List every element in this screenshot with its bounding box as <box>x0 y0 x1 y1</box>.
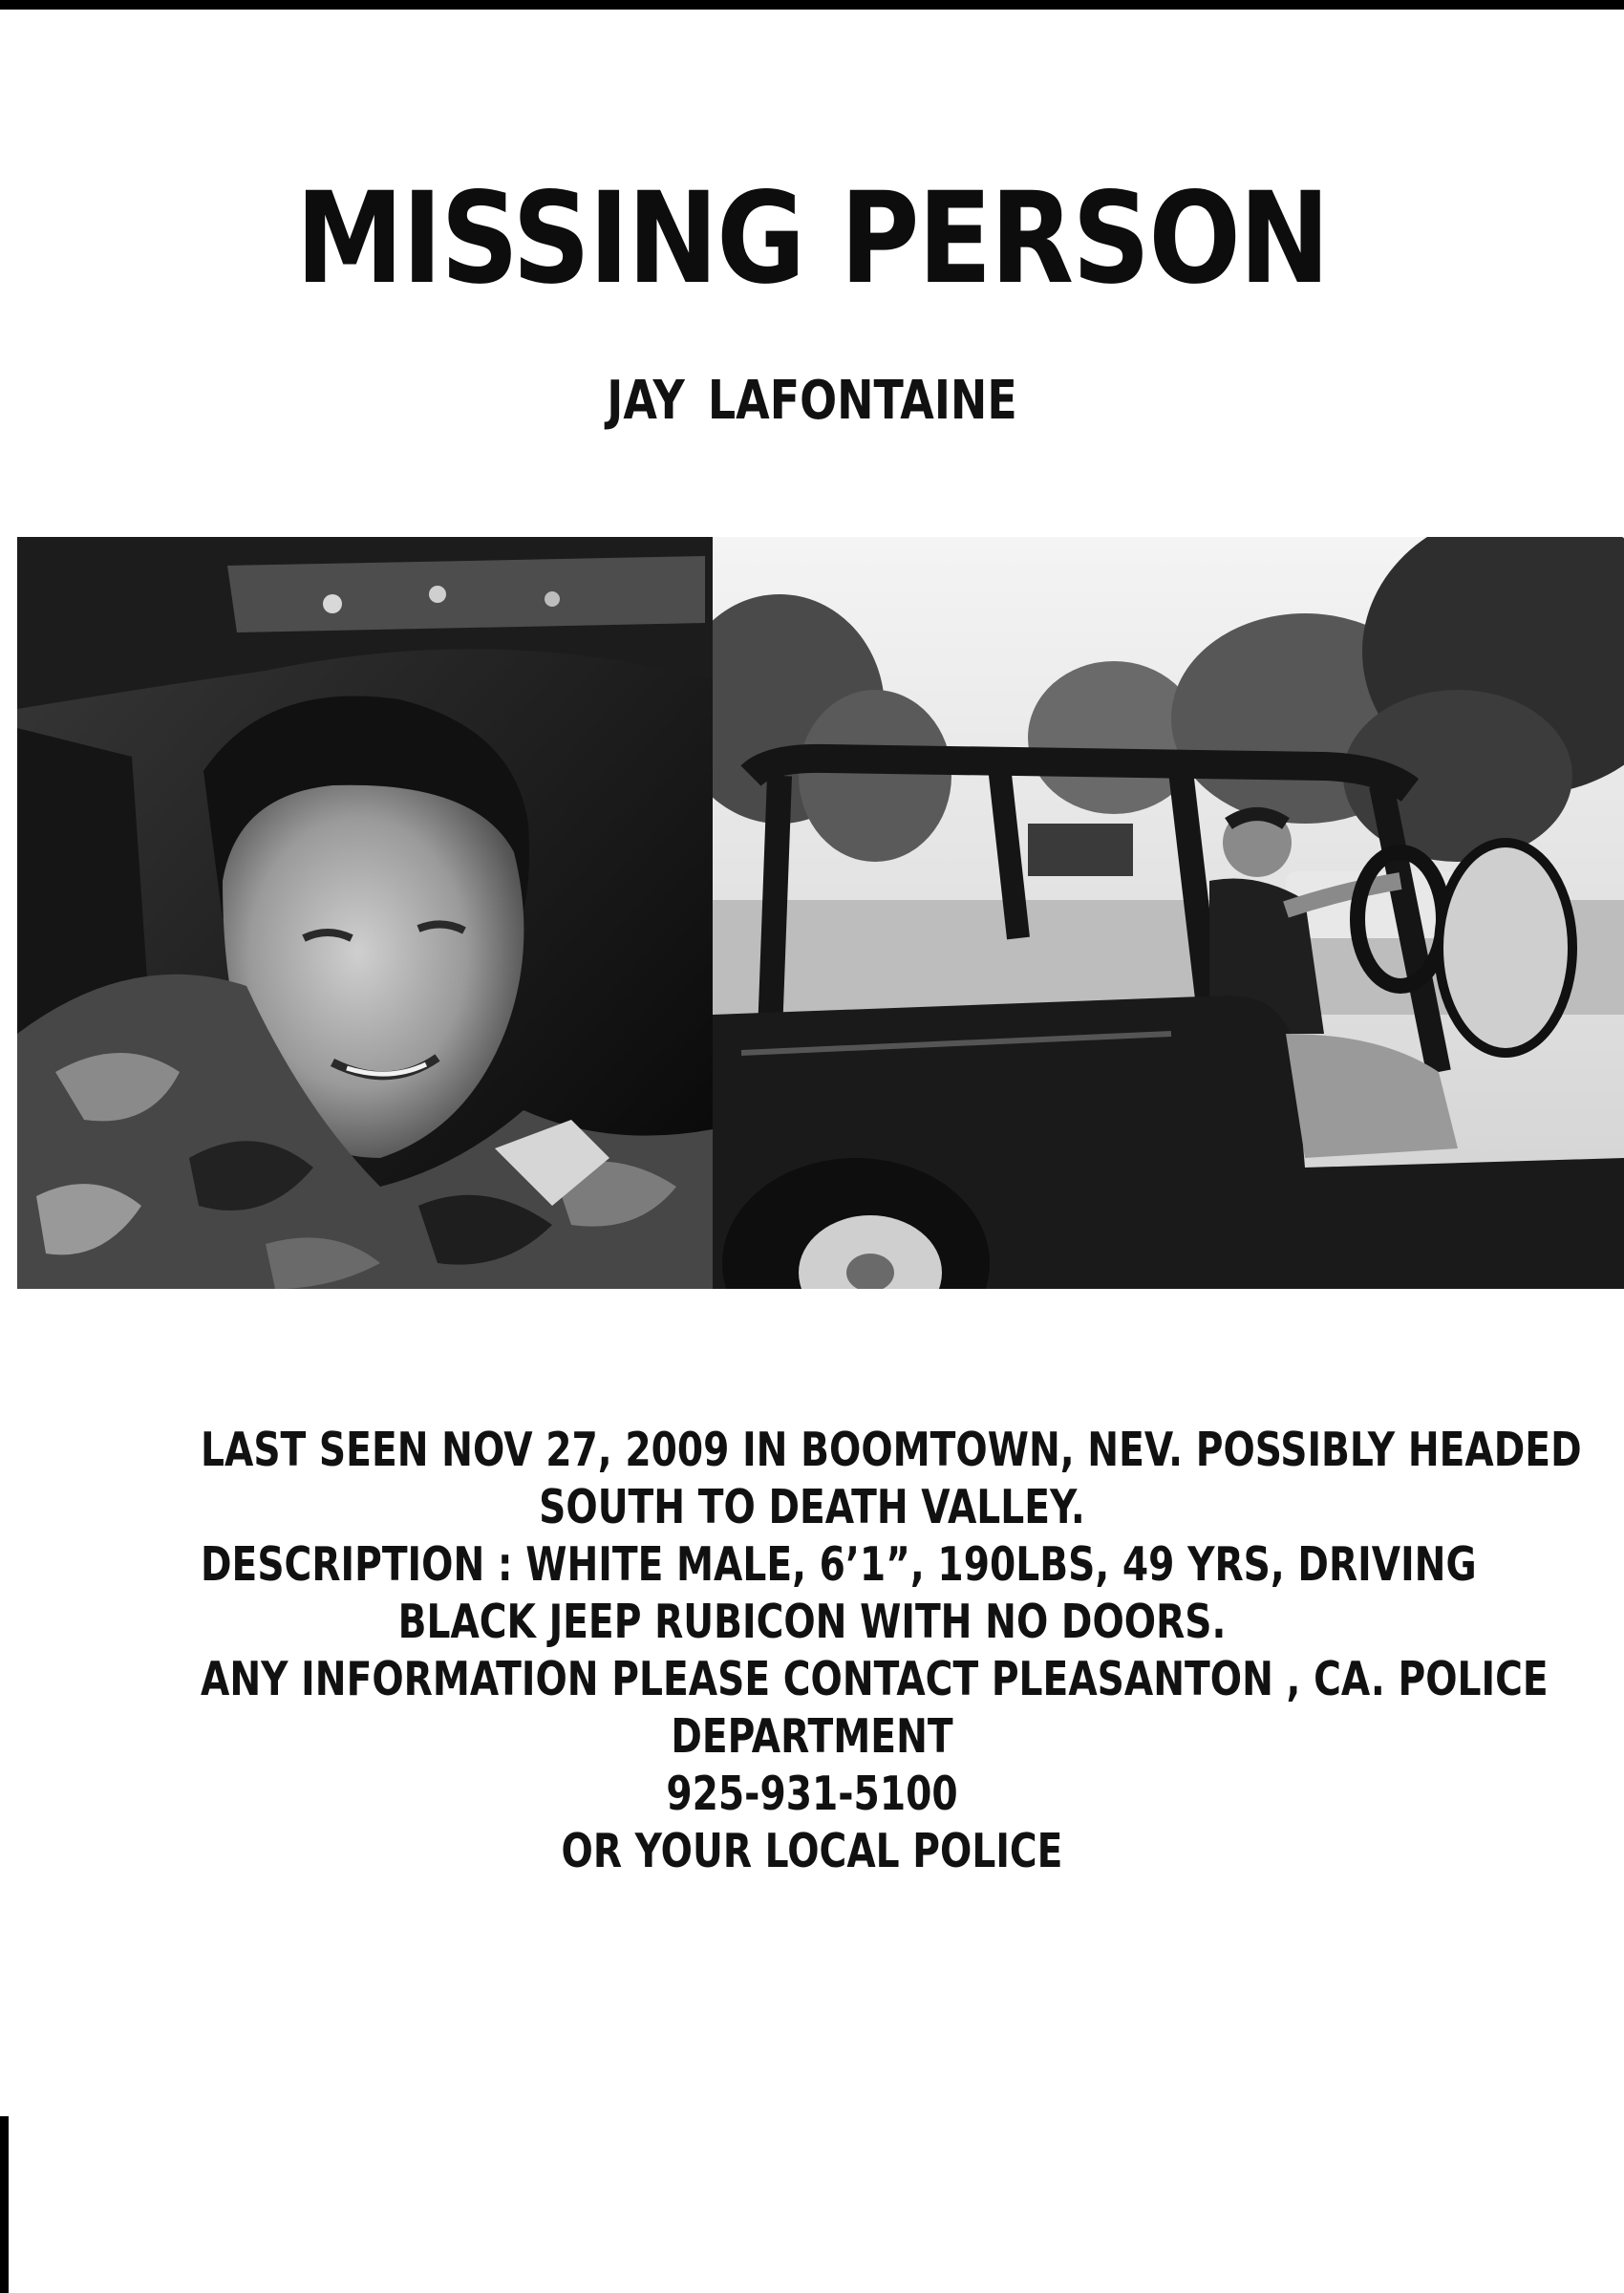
last-seen-line: LAST SEEN NOV 27, 2009 IN BOOMTOWN, NEV. POSSIBLY HEADED <box>201 1423 1582 1477</box>
heading-direction-line: SOUTH TO DEATH VALLEY. <box>539 1480 1085 1534</box>
local-police-line: OR YOUR LOCAL POLICE <box>561 1824 1063 1878</box>
description-line: DESCRIPTION : WHITE MALE, 6’1”, 190LBS, 49 YRS, DRIVING <box>201 1537 1477 1592</box>
department-line: DEPARTMENT <box>671 1709 953 1764</box>
poster-headline: MISSING PERSON <box>295 165 1329 312</box>
details-block <box>48 1422 1582 1880</box>
portrait-photo <box>17 537 713 1289</box>
phone-number: 925-931-5100 <box>666 1767 958 1821</box>
missing-person-name: JAY LAFONTAINE <box>607 370 1017 432</box>
contact-line: ANY INFORMATION PLEASE CONTACT PLEASANTON , CA. POLICE <box>201 1652 1549 1706</box>
scan-top-border <box>0 0 1624 10</box>
jeep-photo <box>713 537 1624 1289</box>
vehicle-line: BLACK JEEP RUBICON WITH NO DOORS. <box>397 1595 1227 1649</box>
scan-edge-mark <box>0 2116 9 2293</box>
